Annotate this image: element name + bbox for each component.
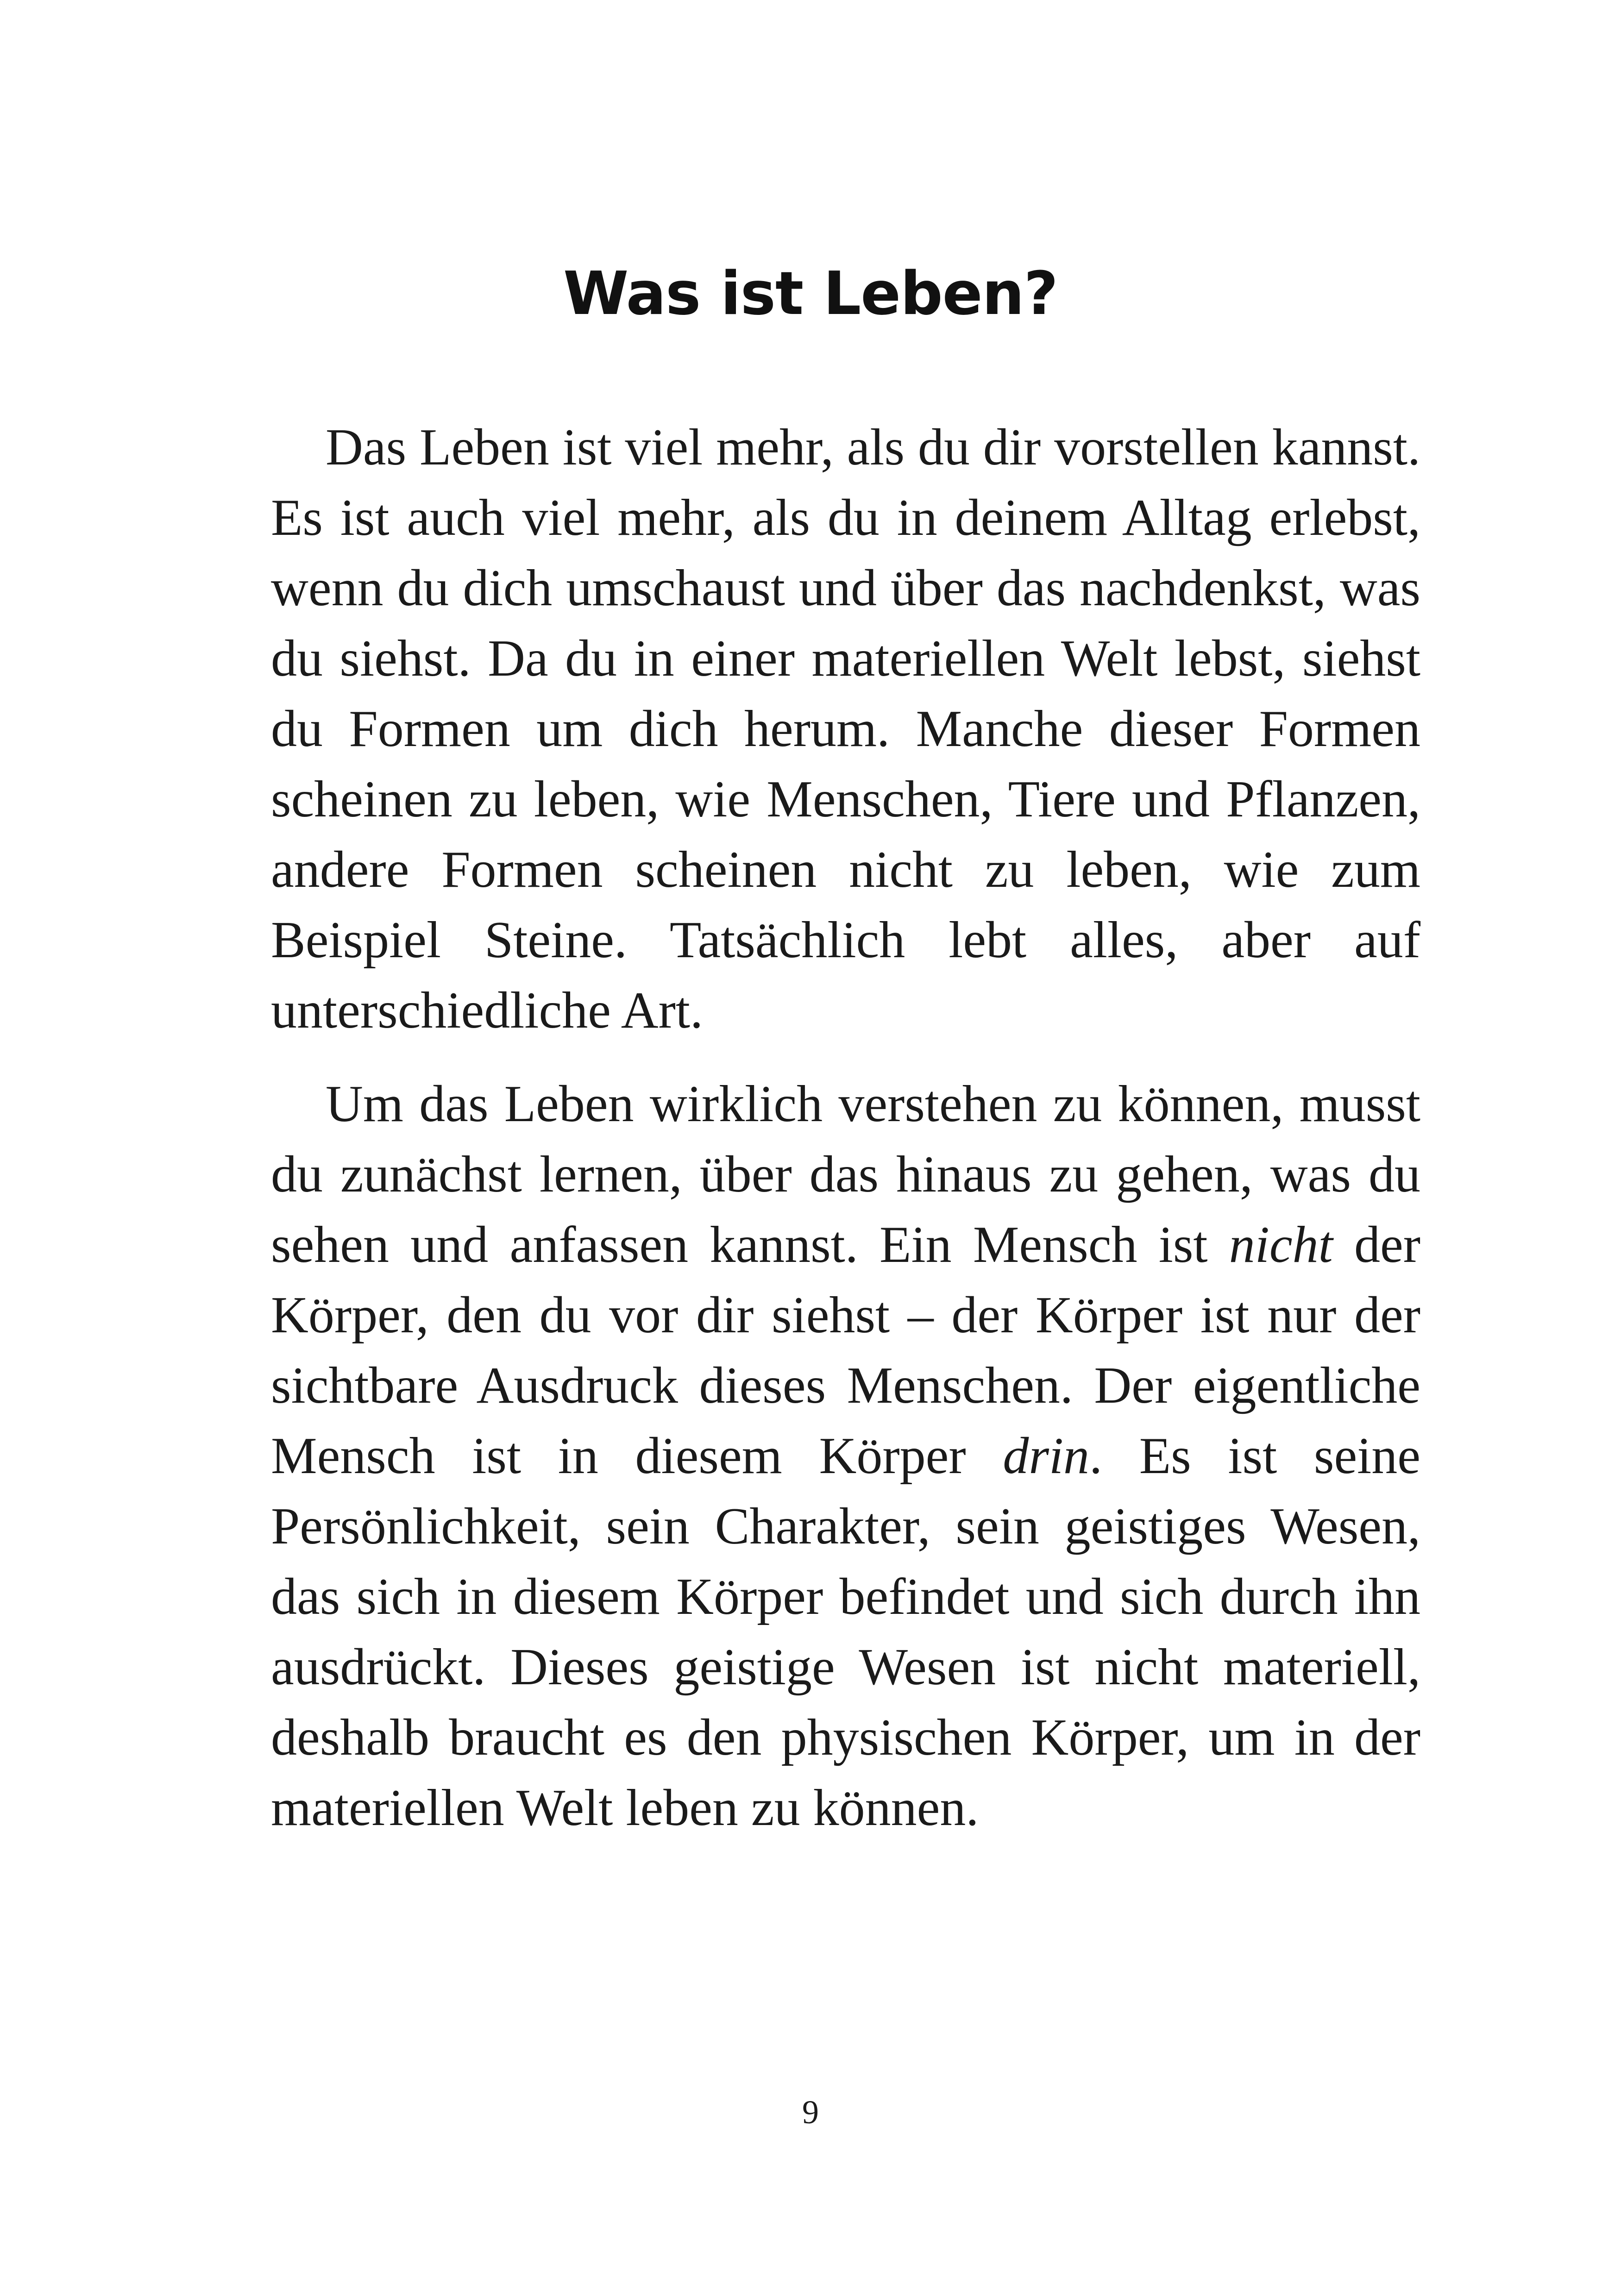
paragraph-1-text: Das Leben ist viel mehr, als du dir vorstellen kannst. Es ist auch viel mehr, als du in deinem Alltag erlebst, wenn du dich umschaust und über das nachdenkst, was du siehst. Da du in einer materiellen Welt lebst, siehst du Formen um dich herum. Manche dieser Formen scheinen zu leben, wie Menschen, Tiere und Pflanzen, andere Formen scheinen nicht zu leben, wie zum Beispiel Steine. Tatsächlich lebt alles, aber auf unterschiedliche Art. bbox=[271, 419, 1420, 1039]
chapter-body bbox=[271, 412, 1420, 1843]
paragraph-1 bbox=[271, 412, 1420, 1046]
paragraph-2 bbox=[271, 1069, 1420, 1843]
emphasis-nicht: nicht bbox=[1229, 1216, 1333, 1273]
chapter-title: Was ist Leben? bbox=[563, 259, 1058, 328]
paragraph-2-text-end: . Es ist seine Persönlichkeit, sein Charakter, sein geistiges Wesen, das sich in diesem Körper befindet und sich durch ihn ausdrückt. Dieses geistige Wesen ist nicht materiell, deshalb braucht es den physischen Körper, um in der materiellen Welt leben zu können. bbox=[271, 1427, 1420, 1837]
paragraph-2-text-middle: der Körper, den du vor dir siehst – der Körper ist nur der sichtbare Ausdruck dieses Menschen. Der eigentliche Mensch ist in diesem Körper bbox=[271, 1216, 1420, 1485]
emphasis-drin: drin bbox=[1003, 1427, 1090, 1485]
paragraph-2-text-start: Um das Leben wirklich verstehen zu können, musst du zunächst lernen, über das hinaus zu gehen, was du sehen und anfassen kannst. Ein Mensch ist bbox=[271, 1075, 1420, 1273]
page-number: 9 bbox=[802, 2094, 819, 2131]
